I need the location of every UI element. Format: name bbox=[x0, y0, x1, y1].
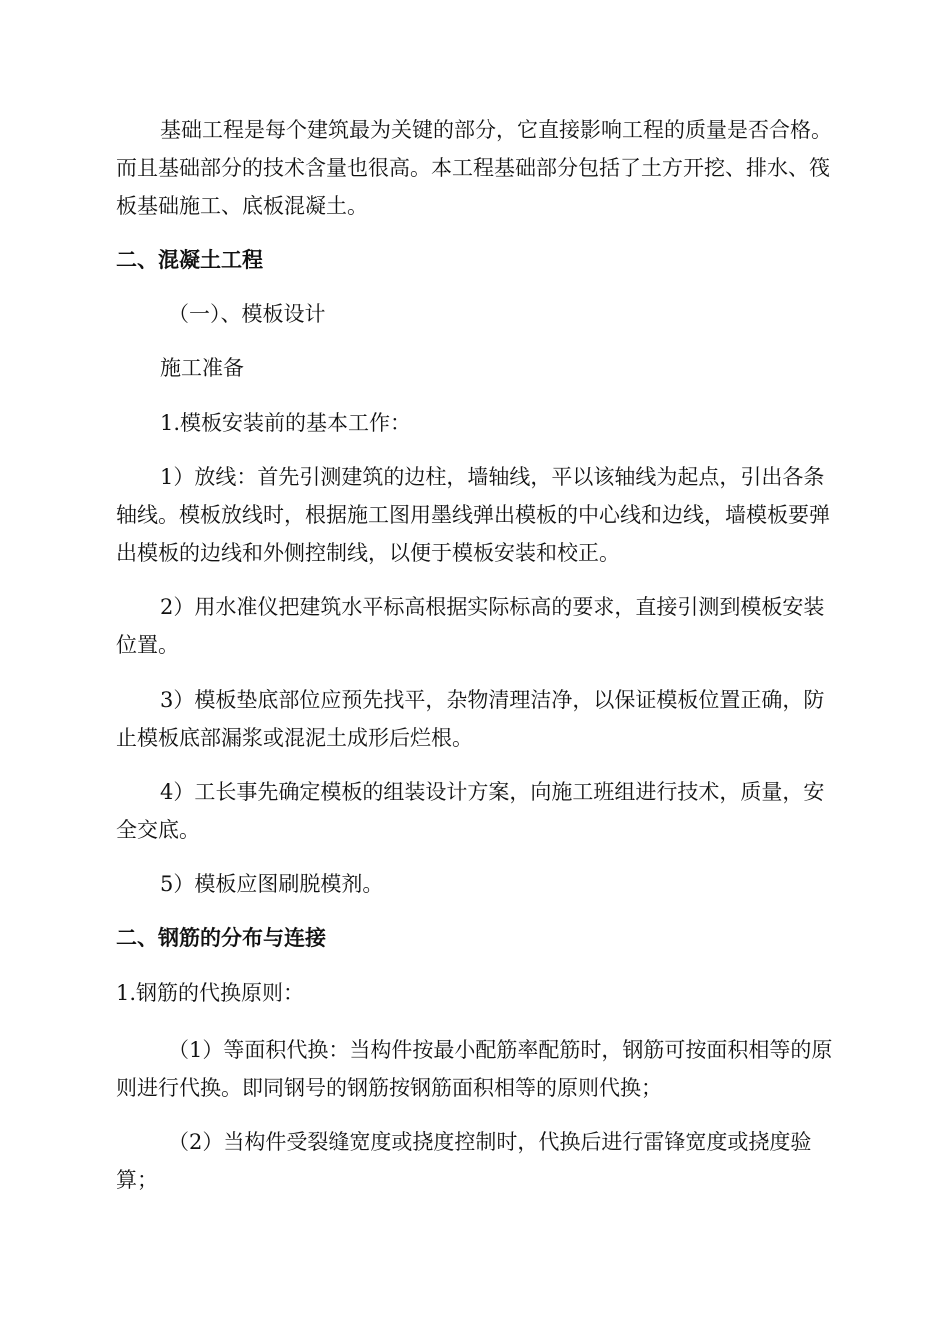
step-4-paragraph: 4）工长事先确定模板的组装设计方案，向施工班组进行技术，质量，安全交底。 bbox=[116, 780, 825, 842]
section-heading-concrete: 二、混凝土工程 bbox=[116, 248, 263, 272]
item-heading-basic-work: 1.模板安装前的基本工作： bbox=[160, 411, 412, 435]
rebar-rule-1-paragraph: （1）等面积代换：当构件按最小配筋率配筋时，钢筋可按面积相等的原则进行代换。即同钢号的钢筋按钢筋面积相等的原则代换； bbox=[116, 1038, 833, 1100]
step-3-paragraph: 3）模板垫底部位应预先找平，杂物清理洁净，以保证模板位置正确，防止模板底部漏浆或混泥土成形后烂根。 bbox=[116, 688, 825, 750]
step-5-paragraph: 5）模板应图刷脱模剂。 bbox=[160, 872, 384, 896]
prep-heading: 施工准备 bbox=[160, 356, 244, 380]
step-1-paragraph: 1）放线：首先引测建筑的边柱，墙轴线，平以该轴线为起点，引出各条轴线。模板放线时，根据施工图用墨线弹出模板的中心线和边线，墙模板要弹出模板的边线和外侧控制线，以便于模板安装和校正。 bbox=[116, 465, 830, 565]
subsection-heading-formwork: （一）、模板设计 bbox=[168, 302, 326, 326]
rebar-substitution-heading: 1.钢筋的代换原则： bbox=[116, 981, 305, 1005]
step-2-paragraph: 2）用水准仪把建筑水平标高根据实际标高的要求，直接引测到模板安装位置。 bbox=[116, 595, 825, 657]
section-heading-rebar: 二、钢筋的分布与连接 bbox=[116, 926, 326, 950]
rebar-rule-2-paragraph: （2）当构件受裂缝宽度或挠度控制时，代换后进行雷锋宽度或挠度验算； bbox=[116, 1130, 812, 1192]
intro-paragraph: 基础工程是每个建筑最为关键的部分，它直接影响工程的质量是否合格。而且基础部分的技术含量也很高。本工程基础部分包括了土方开挖、排水、筏板基础施工、底板混凝土。 bbox=[116, 118, 832, 218]
